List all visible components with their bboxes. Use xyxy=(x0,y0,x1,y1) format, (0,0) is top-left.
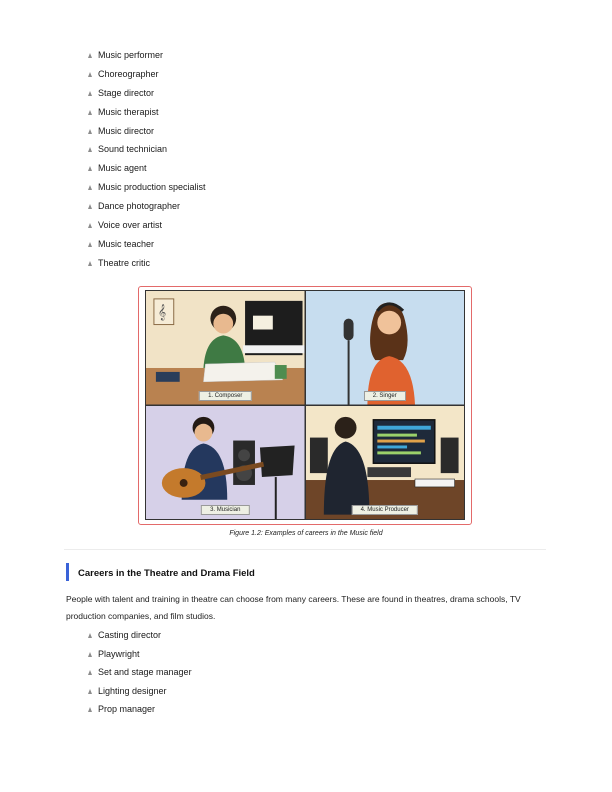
composer-illustration-icon xyxy=(146,291,305,405)
list-item: Prop manager xyxy=(88,705,192,714)
list-item: Lighting designer xyxy=(88,687,192,696)
triangle-bullet-icon xyxy=(88,707,92,712)
theatre-careers-list xyxy=(88,631,192,724)
musician-illustration-icon xyxy=(146,406,305,520)
triangle-bullet-icon xyxy=(88,185,92,190)
triangle-bullet-icon xyxy=(88,204,92,209)
triangle-bullet-icon xyxy=(88,91,92,96)
triangle-bullet-icon xyxy=(88,147,92,152)
triangle-bullet-icon xyxy=(88,72,92,77)
list-item: Voice over artist xyxy=(88,221,206,230)
heading-accent-bar xyxy=(66,563,69,581)
list-item: Set and stage manager xyxy=(88,668,192,677)
list-item: Stage director xyxy=(88,89,206,98)
list-item: Music therapist xyxy=(88,108,206,117)
section-heading: Careers in the Theatre and Drama Field xyxy=(78,568,255,579)
figure-caption: Figure 1.2: Examples of careers in the Music field xyxy=(229,530,383,537)
triangle-bullet-icon xyxy=(88,53,92,58)
triangle-bullet-icon xyxy=(88,652,92,657)
panel-label: 3. Musician xyxy=(201,505,249,515)
list-item: Music teacher xyxy=(88,240,206,249)
triangle-bullet-icon xyxy=(88,129,92,134)
producer-panel xyxy=(306,406,465,520)
panel-label: 4. Music Producer xyxy=(352,505,418,515)
triangle-bullet-icon xyxy=(88,110,92,115)
list-item: Theatre critic xyxy=(88,259,206,268)
section-paragraph: People with talent and training in theatre can choose from many careers. These are found in theatres, drama schools, TV production companies, and film studios. xyxy=(66,594,521,621)
music-careers-list xyxy=(88,51,206,278)
list-item: Choreographer xyxy=(88,70,206,79)
triangle-bullet-icon xyxy=(88,633,92,638)
list-item: Dance photographer xyxy=(88,202,206,211)
list-item: Sound technician xyxy=(88,145,206,154)
triangle-bullet-icon xyxy=(88,261,92,266)
panel-label: 1. Composer xyxy=(199,391,251,401)
musician-panel xyxy=(146,406,305,520)
list-item: Playwright xyxy=(88,650,192,659)
list-item: Music performer xyxy=(88,51,206,60)
singer-panel xyxy=(306,291,465,405)
svg-text:𝄞: 𝄞 xyxy=(157,304,167,321)
producer-illustration-icon xyxy=(306,406,465,520)
triangle-bullet-icon xyxy=(88,223,92,228)
triangle-bullet-icon xyxy=(88,242,92,247)
list-item: Casting director xyxy=(88,631,192,640)
section-divider xyxy=(64,549,546,550)
singer-illustration-icon xyxy=(306,291,465,405)
list-item: Music agent xyxy=(88,164,206,173)
composer-panel xyxy=(146,291,305,405)
panel-label: 2. Singer xyxy=(364,391,406,401)
triangle-bullet-icon xyxy=(88,670,92,675)
careers-figure-grid xyxy=(145,290,465,520)
triangle-bullet-icon xyxy=(88,166,92,171)
triangle-bullet-icon xyxy=(88,689,92,694)
list-item: Music production specialist xyxy=(88,183,206,192)
list-item: Music director xyxy=(88,127,206,136)
